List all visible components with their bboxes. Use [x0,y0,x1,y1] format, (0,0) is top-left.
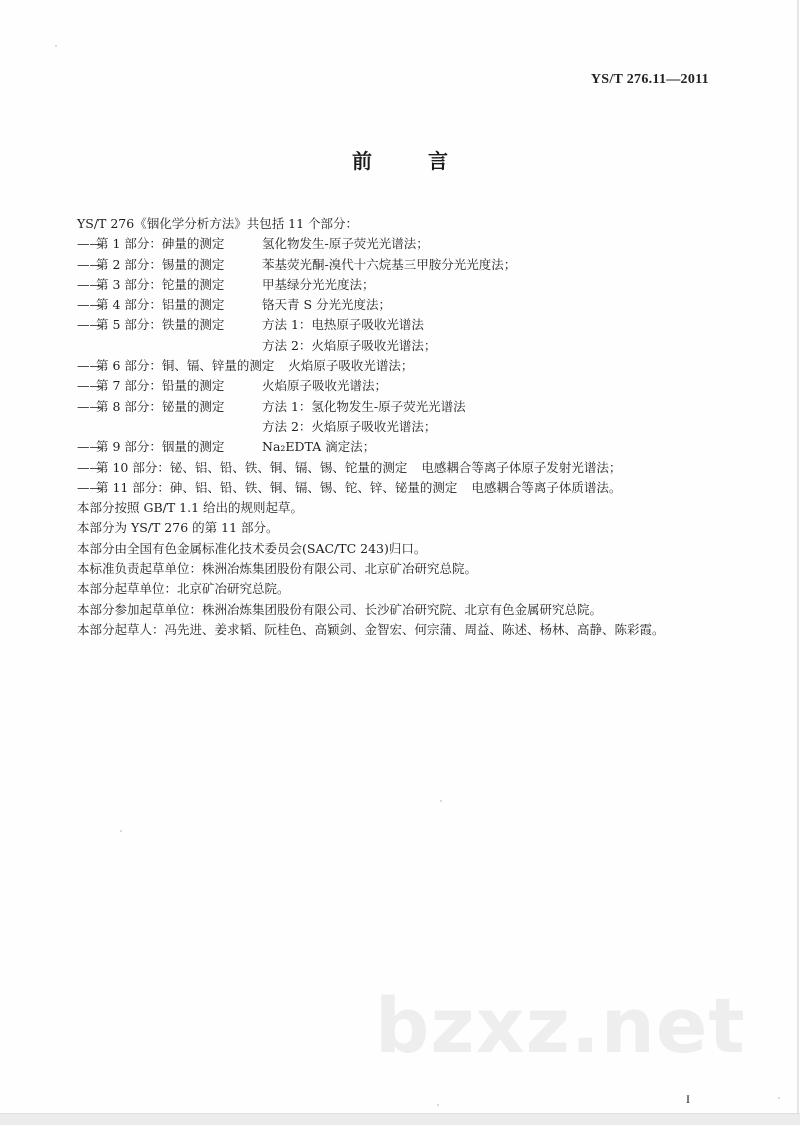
part-label: 第 6 部分：铜、镉、锌量的测定 [96,358,275,374]
method-text: 火焰原子吸收光谱法； [288,358,414,374]
method-text: 铬天青 S 分光光度法； [262,297,392,313]
em-dash: —— [77,459,102,475]
em-dash: —— [77,236,102,252]
foreword-body [77,214,757,640]
part-label: 第 2 部分：锡量的测定 [96,256,225,272]
method-text: 方法 1：氢化物发生-原子荧光光谱法 [262,398,466,414]
em-dash: —— [77,398,102,414]
page-title [0,145,800,174]
method-text: 氢化物发生-原子荧光光谱法； [262,236,429,252]
method-continuation: 方法 2：火焰原子吸收光谱法； [262,418,437,434]
part-label: 第 3 部分：铊量的测定 [96,276,225,292]
part-label: 第 5 部分：铁量的测定 [96,317,225,333]
statement-participating-units: 本部分参加起草单位：株洲冶炼集团股份有限公司、长沙矿冶研究院、北京有色金属研究总院。 [77,601,603,617]
title-char-2: 言 [428,149,448,173]
scan-speck [55,45,57,47]
method-text: 方法 1：电热原子吸收光谱法 [262,317,424,333]
method-text: Na₂EDTA 滴定法； [262,439,376,455]
scan-speck [437,1104,439,1106]
part-item [77,437,757,457]
part-item [77,234,757,254]
part-item [77,315,757,335]
em-dash: —— [77,276,102,292]
page-separator [0,1113,800,1125]
part-item [77,356,757,376]
statement-drafting-rules: 本部分按照 GB/T 1.1 给出的规则起草。 [77,500,304,516]
part-label: 第 1 部分：砷量的测定 [96,236,225,252]
em-dash: —— [77,479,102,495]
standard-code: YS/T 276.11—2011 [590,72,709,87]
em-dash: —— [77,297,102,313]
part-item [77,255,757,275]
em-dash: —— [77,439,102,455]
em-dash: —— [77,378,102,394]
statement-responsible-units: 本标准负责起草单位：株洲冶炼集团股份有限公司、北京矿冶研究总院。 [77,561,478,577]
method-text: 电感耦合等离子体原子发射光谱法； [421,459,622,475]
next-page-edge [0,1125,800,1134]
statement-drafting-unit: 本部分起草单位：北京矿冶研究总院。 [77,581,290,597]
part-item [77,458,757,478]
scan-speck [778,1097,780,1099]
part-item [77,275,757,295]
method-text: 火焰原子吸收光谱法； [262,378,388,394]
part-label: 第 10 部分：铋、铝、铅、铁、铜、镉、锡、铊量的测定 [96,459,408,475]
em-dash: —— [77,317,102,333]
part-label: 第 11 部分：砷、铝、铅、铁、铜、镉、锡、铊、锌、铋量的测定 [96,479,458,495]
part-label: 第 8 部分：铋量的测定 [96,398,225,414]
method-continuation: 方法 2：火焰原子吸收光谱法； [262,337,437,353]
part-label: 第 9 部分：铟量的测定 [96,439,225,455]
part-label: 第 4 部分：铝量的测定 [96,297,225,313]
watermark: bzxz.net [375,981,746,1070]
intro-line: YS/T 276《铟化学分析方法》共包括 11 个部分： [77,216,359,231]
em-dash: —— [77,256,102,272]
part-item [77,376,757,396]
method-text: 甲基绿分光光度法； [262,276,375,292]
scan-speck [440,800,442,802]
statement-committee: 本部分由全国有色金属标准化技术委员会(SAC/TC 243)归口。 [77,540,427,556]
part-item [77,478,757,498]
em-dash: —— [77,358,102,374]
statement-part-number: 本部分为 YS/T 276 的第 11 部分。 [77,520,279,536]
page-number: I [686,1092,690,1106]
title-char-1: 前 [352,149,372,173]
statement-drafters: 本部分起草人：冯先进、姜求韬、阮桂色、高颖剑、金智宏、何宗蒲、周益、陈述、杨林、高静、陈彩霞。 [77,621,665,637]
method-text: 苯基荧光酮-溴代十六烷基三甲胺分光光度法； [262,256,517,272]
part-item [77,397,757,417]
part-item [77,295,757,315]
method-text: 电感耦合等离子体质谱法。 [471,479,622,495]
scan-speck [120,830,122,832]
part-label: 第 7 部分：铅量的测定 [96,378,225,394]
